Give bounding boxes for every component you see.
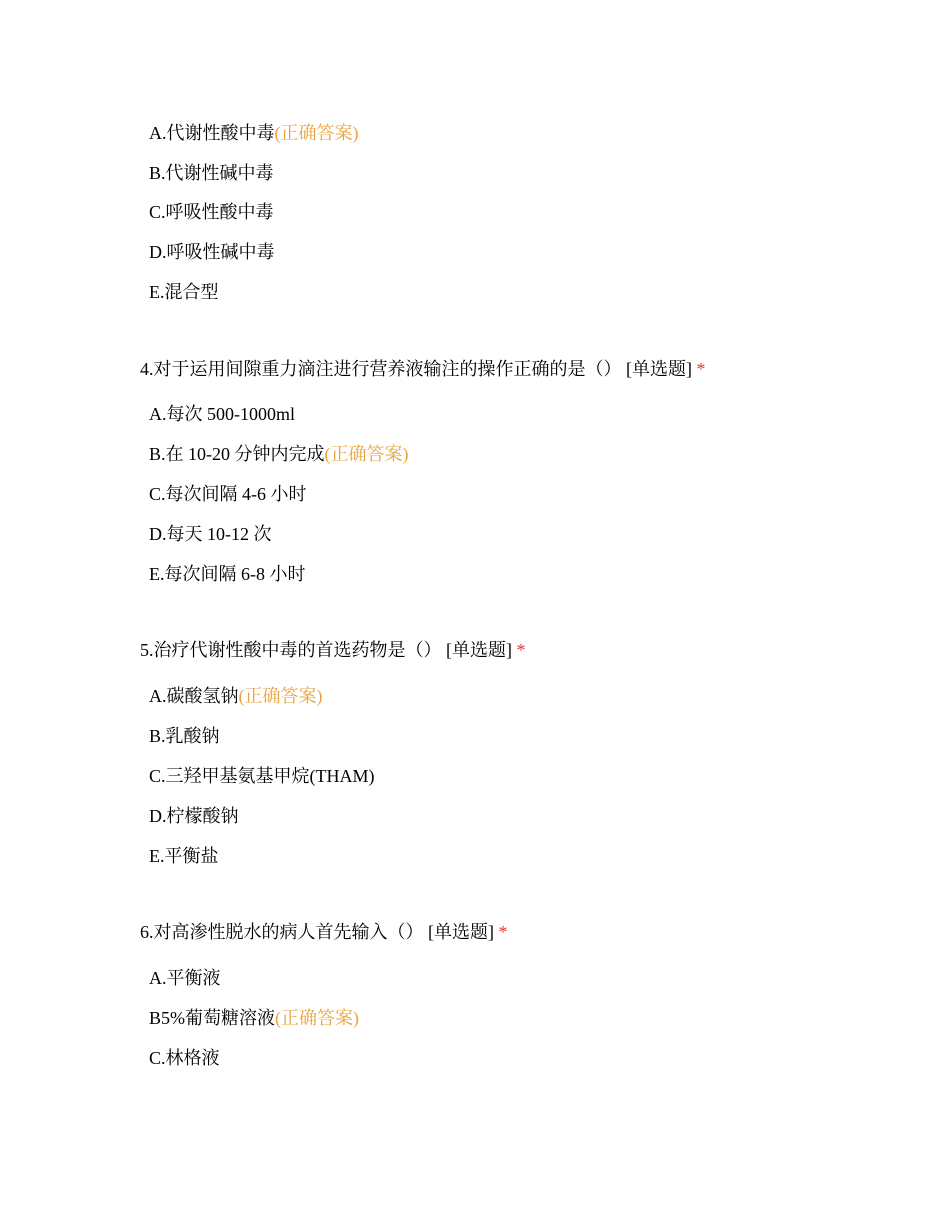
q6-option-b [149, 1007, 359, 1029]
q4-option-a [149, 403, 295, 425]
option-text: A.每次 500-1000ml [149, 404, 295, 424]
q5-option-d [149, 805, 239, 827]
correct-answer-marker: (正确答案) [275, 1008, 359, 1028]
option-text: B.在 10-20 分钟内完成 [149, 444, 325, 464]
q6-title [140, 921, 508, 943]
q5-option-a [149, 685, 323, 707]
option-text: D.呼吸性碱中毒 [149, 242, 275, 262]
question-text: 6.对高渗性脱水的病人首先输入（） [140, 922, 424, 942]
q5-option-c [149, 765, 375, 787]
question-type-label: [单选题] [428, 922, 494, 942]
q4-option-e [149, 563, 306, 585]
option-text: D.每天 10-12 次 [149, 524, 272, 544]
option-text: B.乳酸钠 [149, 726, 220, 746]
option-text: C.每次间隔 4-6 小时 [149, 484, 307, 504]
option-text: C.呼吸性酸中毒 [149, 202, 274, 222]
q4-title [140, 358, 706, 380]
option-text: E.混合型 [149, 282, 219, 302]
question-text: 5.治疗代谢性酸中毒的首选药物是（） [140, 640, 442, 660]
q6-option-a [149, 967, 221, 989]
required-marker: * [516, 640, 526, 660]
question-type-label: [单选题] [626, 359, 692, 379]
question-type-label: [单选题] [446, 640, 512, 660]
q3-option-a [149, 122, 359, 144]
q4-option-c [149, 483, 307, 505]
q4-option-b [149, 443, 409, 465]
option-text: A.平衡液 [149, 968, 221, 988]
option-text: E.每次间隔 6-8 小时 [149, 564, 306, 584]
option-text: E.平衡盐 [149, 846, 219, 866]
q5-title [140, 639, 526, 661]
question-text: 4.对于运用间隙重力滴注进行营养液输注的操作正确的是（） [140, 359, 622, 379]
q4-option-d [149, 523, 272, 545]
required-marker: * [498, 922, 508, 942]
correct-answer-marker: (正确答案) [238, 686, 323, 706]
option-text: B5%葡萄糖溶液 [149, 1008, 275, 1028]
correct-answer-marker: (正确答案) [324, 444, 409, 464]
q3-option-c [149, 201, 274, 223]
q3-option-e [149, 281, 219, 303]
q6-option-c [149, 1047, 220, 1069]
q3-option-d [149, 241, 275, 263]
option-text: C.林格液 [149, 1048, 220, 1068]
option-text: D.柠檬酸钠 [149, 806, 239, 826]
required-marker: * [696, 359, 706, 379]
q3-option-b [149, 162, 274, 184]
option-text: B.代谢性碱中毒 [149, 163, 274, 183]
option-text: A.碳酸氢钠 [149, 686, 239, 706]
option-text: C.三羟甲基氨基甲烷(THAM) [149, 766, 375, 786]
q5-option-b [149, 725, 220, 747]
q5-option-e [149, 845, 219, 867]
option-text: A.代谢性酸中毒 [149, 123, 275, 143]
correct-answer-marker: (正确答案) [274, 123, 359, 143]
